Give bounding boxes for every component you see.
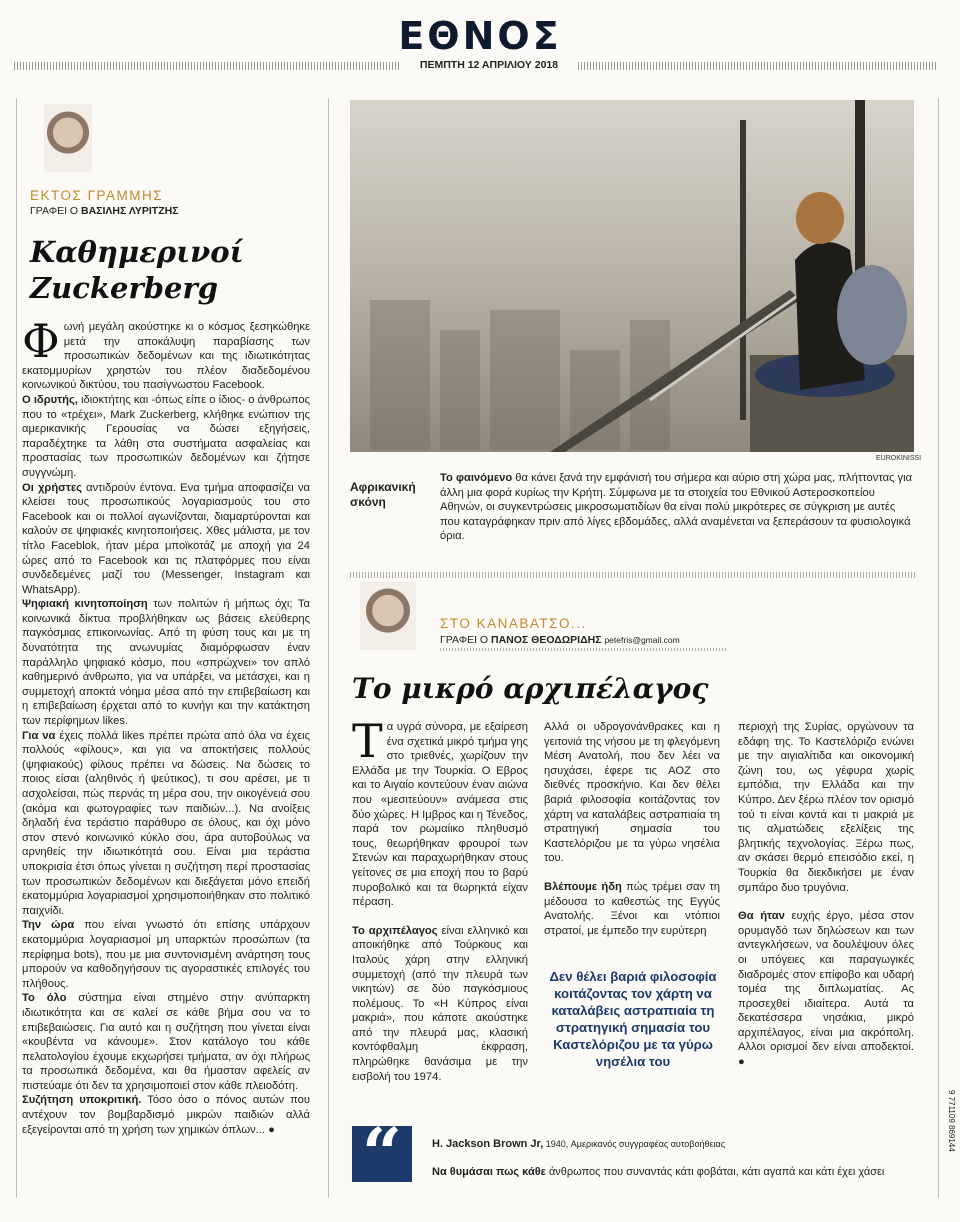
byline-prefix: ΓΡΑΦΕΙ Ο bbox=[440, 634, 489, 646]
photo-credit: EUROKINISSI bbox=[876, 455, 922, 462]
paragraph-lead: Συζήτηση υποκριτική. bbox=[22, 1094, 142, 1107]
drop-cap-2: Τ bbox=[352, 714, 383, 768]
masthead bbox=[0, 14, 960, 58]
paragraph: περιοχή της Συρίας, οργώνουν τα εδάφη της. Το Καστελόριζο ενώνει με την αιγιαλίτιδα και οικονομική ζώνη του, ως γέφυρα χωρίς εμπόδια, την Ελλάδα και την Κύπρο. Δεν ξέρω πλέον τον ορισμό τού τι είναι κοντά και τι μακριά με τις αλματώδεις εξελίξεις της βλητικής τεχνολογίας. Ξέρω πως, αν σκάσει θερμό επεισόδιο εκεί, η Τουρκία θα διεκδικήσει με έναν σμπάρο δυο τρυγόνια. bbox=[738, 721, 914, 894]
paragraph-lead: Για να bbox=[22, 729, 56, 742]
quote-author-name: H. Jackson Brown Jr, bbox=[432, 1138, 544, 1150]
paragraph-lead: Το όλο bbox=[22, 992, 67, 1005]
paragraph-lead: Οι χρήστες bbox=[22, 481, 82, 494]
column-divider bbox=[328, 98, 329, 1198]
page-rule-left bbox=[16, 98, 17, 1198]
article-column-c bbox=[738, 720, 914, 1070]
quote-text bbox=[432, 1166, 884, 1178]
headline-line-1: Καθημερινοί bbox=[30, 235, 244, 269]
author-photo-lyritzis bbox=[44, 104, 92, 172]
dateline-rule-right bbox=[578, 62, 938, 70]
paragraph: ευχής έργο, μέσα στον ορυμαγδό των δηλώσεων και των αντεγκλήσεων, να δουλέψουν όλες οι υπόγειες και παραγωγικές διαδρομές στον επίφοβο και υδαρή τομέα της διπλωματίας. Ας προσεχθεί ιδιαίτερα. Αυτά τα δεκατέσσερα νησάκια, μικρό αρχιπέλαγος, είναι μια ακρόπολη. Αλλοι ορισμοί δεν είναι αποδεκτοί. ● bbox=[738, 910, 914, 1069]
paragraph-lead: Το αρχιπέλαγος bbox=[352, 924, 438, 937]
byline-2 bbox=[440, 634, 680, 646]
author-name: ΒΑΣΙΛΗΣ ΛΥΡΙΤΖΗΣ bbox=[81, 205, 179, 217]
dateline-rule-left bbox=[14, 62, 400, 70]
newspaper-logo: ΕΘΝΟΣ bbox=[398, 14, 562, 58]
paragraph: Αλλά οι υδρογονάνθρακες και η γειτονιά της νήσου με τη φλεγόμενη Μέση Ανατολή, που δεν λέει να ησυχάσει, έφερε τις ΑΟΖ στο διεθνές προσκήνιο. Και δεν θέλει βαριά φιλοσοφία κοιτάζοντας τον χάρτη να καταλάβεις αστραπιαία τη στρατηγική σημασία του Καστελόριζου με τα γύρω νησέλια του. bbox=[544, 721, 720, 865]
author-email: petefris@gmail.com bbox=[604, 635, 680, 645]
quote-mark-icon: “ bbox=[352, 1126, 412, 1182]
paragraph: σύστημα είναι στημένο στην ανύπαρκτη ιδιωτικότητα και σε καλεί σε κάθε βήμα σου να το επιβεβαιώσεις. Για αυτό και η συζήτηση που γίνεται είναι «κουβέντα να κάνουμε». Στον κατάλογο του κάθε πελατολογίου έχουμε εκχωρήσει τμήματα, αν όχι πλήρως τα προσωπικά δεδομένα, και θα ήμασταν αφελείς αν πιστεύαμε ότι δεν τα χρησιμοποιεί στον κάθε πλειοδότη. bbox=[22, 992, 310, 1092]
paragraph: ωνή μεγάλη ακούστηκε κι ο κόσμος ξεσηκώθηκε μετά την αποκάλυψη παραβίασης των προσωπικών δεδομένων και της ιδιωτικότητας εκατομμυρίων χρηστών του πλέον διαδεδομένου κοινωνικού δικτύου, του πασίγνωστου Facebook. bbox=[22, 321, 310, 392]
paragraph: Τόσο όσο ο πόνος αυτών που αντέχουν τον βομβαρδισμό μικρών παιδιών αλλά εξεγείρονται από τη χρήση των χημικών όπλων... ● bbox=[22, 1094, 310, 1136]
quote-author bbox=[432, 1138, 725, 1150]
drop-cap: Φ bbox=[22, 314, 60, 368]
paragraph: αντιδρούν έντονα. Ενα τμήμα αποφασίζει να κλείσει τους προσωπικούς λογαριασμούς του στο Facebook και οι πολλοί αγωνίζονται, διαμαρτύρονται και καλούν σε ψηφιακές κινητοποιήσεις. Χθες μάλιστα, με τον τίτλο Faceblok, ήταν μέρα μποϊκοτάζ με αποχή για 24 ώρες από το Facebook και τις πλατφόρμες που είναι συνδεδεμένες μαζί του (Messenger, Instagram και WhatsApp). bbox=[22, 481, 311, 596]
article-headline-2: Το μικρό αρχιπέλαγος bbox=[352, 672, 709, 705]
news-photo-african-dust bbox=[350, 100, 914, 452]
quote-author-meta: 1940, Αμερικανός συγγραφέας αυτοβοήθειας bbox=[543, 1139, 726, 1149]
dateline bbox=[14, 60, 938, 72]
paragraph: που είναι γνωστό ότι επίσης υπάρχουν εκατομμύρια λογαριασμοί μη υπαρκτών προσώπων (τα περίφημα bots), που με μια συντονισμένη ανάρτηση τους μπορούν να καθοδηγήσουν τις αγοραστικές επιλογές του πλήθους. bbox=[22, 919, 311, 990]
byline-prefix: ΓΡΑΦΕΙ Ο bbox=[30, 205, 79, 217]
author-photo-theodoridis bbox=[360, 582, 416, 650]
quote-body: άνθρωπος που συναντάς κάτι φοβάται, κάτι αγαπά και κάτι έχει χάσει bbox=[545, 1166, 885, 1178]
caption-body: θα κάνει ξανά την εμφάνισή του σήμερα και αύριο στη χώρα μας, πλήττοντας για άλλη μια φορά κυρίως την Κρήτη. Σύμφωνα με τα στοιχεία του Εθνικού Αστεροσκοπείου Αθηνών, οι συγκεντρώσεις μικροσωματιδίων θα είναι πολύ μικρότερες σε σύγκριση με αυτές που καταγράφηκαν πριν από λίγες εβδομάδες, αλλά αναμένεται να ξεπεράσουν τα φυσιολογικά όρια. bbox=[440, 472, 913, 543]
paragraph-lead: Ψηφιακή κινητοποίηση bbox=[22, 598, 148, 611]
photo-caption bbox=[440, 471, 916, 544]
article-column-b bbox=[544, 720, 720, 938]
pull-quote: Δεν θέλει βαριά φιλοσοφία κοιτάζοντας τον χάρτη να καταλάβεις αστραπιαία τη στρατηγική σημασία του Καστελόριζου με τα γύρω νησέλια του bbox=[549, 969, 717, 1069]
column-rubric-2: ΣΤΟ ΚΑΝΑΒΑΤΣΟ... bbox=[440, 616, 587, 631]
page-rule-right bbox=[938, 98, 939, 1198]
section-separator bbox=[350, 572, 916, 578]
issue-date: ΠΕΜΠΤΗ 12 ΑΠΡΙΛΙΟΥ 2018 bbox=[419, 59, 559, 71]
headline-line-2: Zuckerberg bbox=[30, 271, 219, 305]
article-headline bbox=[30, 234, 244, 306]
column-rubric: ΕΚΤΟΣ ΓΡΑΜΜΗΣ bbox=[30, 188, 164, 203]
author-name-2: ΠΑΝΟΣ ΘΕΟΔΩΡΙΔΗΣ bbox=[491, 634, 602, 646]
paragraph: α υγρά σύνορα, με εξαίρεση ένα σχετικά μικρό τμήμα γης στο τριεθνές, χωρίζουν την Ελλάδα με την Τουρκία. Ο Εβρος και το Αιγαίο κοντεύουν έναν αιώνα που «μεσιτεύουν» ανάμεσα στις δύο χώρες. Η Ιμβρος και η Τένεδος, παρά τον ρωμαίικο πληθυσμό τους, θεωρήθηκαν φρουροί των Στενών και παραχωρήθηκαν στους γείτονες σε μια εποχή που το βαρύ πυροβολικό και τα θωρηκτά είχαν πέραση. bbox=[352, 721, 528, 909]
article-column-a bbox=[352, 714, 528, 1084]
caption-lead: Το φαινόμενο bbox=[440, 472, 513, 484]
paragraph: των πολιτών ή μήπως όχι; Τα κοινωνικά δίκτυα προβλήθηκαν ως βάσεις ελεύθερης παγκόσμιας επικοινωνίας. Από τη φύση τους και με τη δυνατότητα της ανωνυμίας διαμόρφωσαν έναν παράλληλο ψηφιακό κόσμο, που «σπρώχνει» τον απλό καθημερινό άνθρωπο, για να υπάρξει, να μετάσχει, και η συμμετοχή αποκτά νόημα μέσα από την επιβεβαίωση και η επιβεβαίωση έρχεται από το κυνήγι και την κατάκτηση των περίφημων likes. bbox=[22, 598, 310, 728]
quote-lead: Να θυμάσαι πως κάθε bbox=[432, 1166, 546, 1178]
byline bbox=[30, 205, 179, 217]
paragraph: πώς τρέμει σαν τη μέδουσα το καθεστώς της Εγγύς Ανατολής. Ξένοι και ντόπιοι στρατοί, με έμπεδο την ευρύτερη bbox=[544, 880, 720, 937]
paragraph-lead: Ο ιδρυτής, bbox=[22, 393, 78, 406]
caption-title: Αφρικανική σκόνη bbox=[350, 480, 416, 509]
paragraph-lead: Θα ήταν bbox=[738, 910, 785, 923]
article-body-zuckerberg bbox=[22, 314, 311, 1137]
paragraph: ιδιοκτήτης και -όπως είπε ο ίδιος- ο άνθρωπος που το «τρέχει», Mark Zuckerberg, κλήθηκε ενώπιον της αμερικανικής Γερουσίας να δώσει εξηγήσεις, παραδέχτηκε τα λάθη στα συστήματα ασφαλείας και προστασίας των προσωπικών δεδομένων και ζήτησε συγγνώμη. bbox=[22, 393, 311, 479]
paragraph: είναι ελληνικό και αποικήθηκε από Τούρκους και Ιταλούς χάρη στην ελληνική συμμετοχή (από την πλευρά των νικητών) σε δύο παγκόσμιους πολέμους. Το «Η Κύπρος είναι μακριά», που κάποτε ακούστηκε από την πλευρά μας, κλασική κοντόφθαλμη έκφραση, πληρώθηκε θανάσιμα με την εισβολή του 1974. bbox=[352, 924, 528, 1083]
paragraph: έχεις πολλά likes πρέπει πρώτα από όλα να έχεις πολλούς «φίλους», και για να αποκτήσεις πολλούς (ψηφιακούς) φίλους πρέπει να δώσεις. Να δώσεις το ποιος είσαι (αληθινός ή ψεύτικος), τι σου αρέσει, με τι ασχολείσαι, πώς περνάς τη μέρα σου, την οικογένειά σου (ακόμα και φωτογραφίες των παιδιών...). Να ανοίξεις δηλαδή ένα τεράστιο παράθυρο σε όλους, και όχι μόνο στον στενό κοινωνικό κύκλο σου, άρα αυτοβούλως να αρνηθείς την ιδιωτικότητά σου. Είναι μια τεράστια υποκρισία έτσι όπως γίνεται η συζήτηση περί προστασίας των προσωπικών δεδομένων και διεξάγεται μόνο επειδή εκατομμύρια λογαριασμοί χρησιμοποιήθηκαν στο πολιτικό παιχνίδι. bbox=[22, 729, 310, 917]
photo-illustration bbox=[350, 100, 914, 452]
byline-rule bbox=[440, 648, 726, 651]
paragraph-lead: Την ώρα bbox=[22, 919, 75, 932]
paragraph-lead: Βλέπουμε ήδη bbox=[544, 880, 622, 893]
barcode-number: 9 771109 869144 bbox=[947, 1090, 956, 1152]
